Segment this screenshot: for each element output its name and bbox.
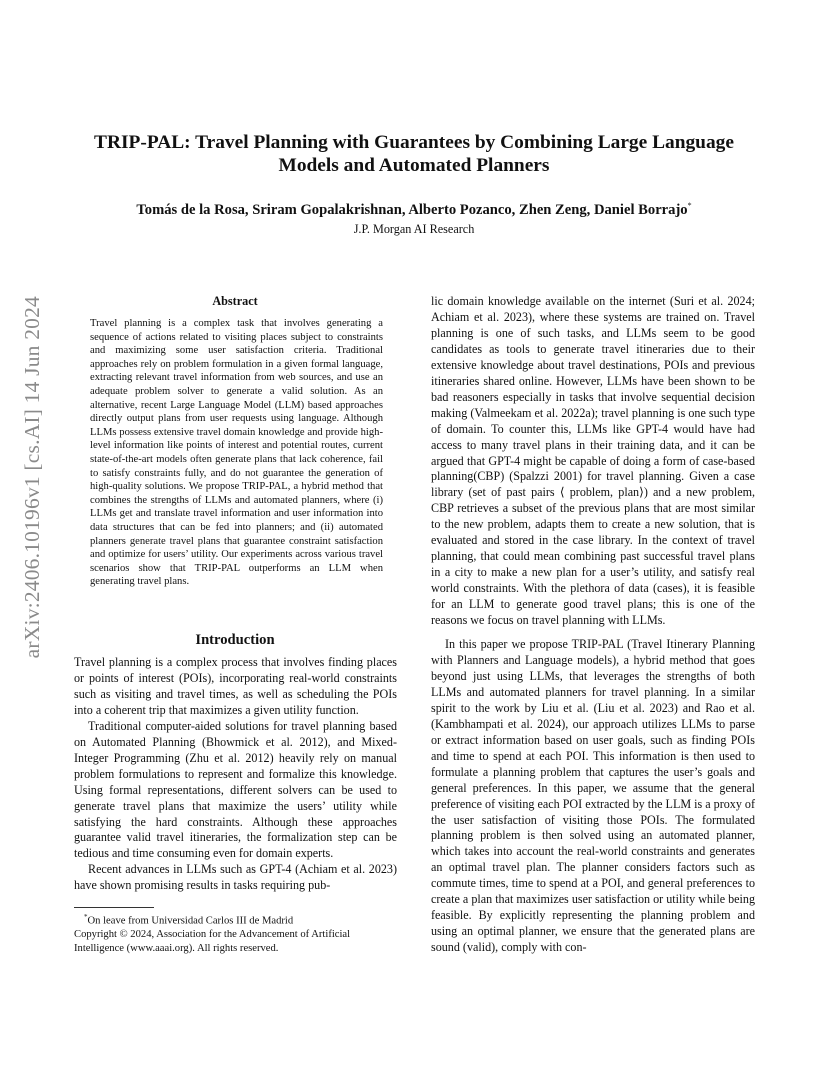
paper-title: TRIP-PAL: Travel Planning with Guarantees by Combining Large Language Models and Automated Planners bbox=[94, 132, 734, 176]
footnote-divider bbox=[74, 907, 154, 908]
paragraph: Traditional computer-aided solutions for travel planning based on Automated Planning (Bhowmick et al. 2012), and Mixed-Integer Programming (Zhu et al. 2012) heavily rely on manual problem formulations to represent and formalize this knowledge. Using formal representations, different solvers can be used to generate travel plans that maximize the users’ utility while satisfying the hard constraints. Although these approaches guarantee valid travel itineraries, the formalization step can be tedious and time consuming even for domain experts. bbox=[74, 718, 397, 861]
paragraph: In this paper we propose TRIP-PAL (Travel Itinerary Planning with Planners and Language models), a hybrid method that goes beyond just using LLMs, that leverages the strengths of both LLMs and automated planners for travel planning. In a similar spirit to the work by Liu et al. (Liu et al. 2023) and Rao et al. (Kambhampati et al. 2024), our approach utilizes LLMs to parse or extract information based on user goals, such as finding POIs and time to spend at each POI. This information is then used to formulate a planning problem that captures the user’s goals and general preferences. In this paper, we assume that the general preference of visiting each POI extracted by the LLM is a proxy of the user satisfaction of visiting those POIs. The formulated planning problem is then solved using an automated planner, which takes into account the real-world constraints and generates an optimal travel plan. The planner considers factors such as commute times, time to spend at a POI, and general preferences to create a plan that maximizes user satisfaction or utility while being feasible. By explicitly representing the planning problem and using an optimal planner, we ensure that the generated plans are sound (valid), comply with con- bbox=[431, 637, 755, 955]
abstract-heading: Abstract bbox=[212, 294, 258, 308]
paragraph: lic domain knowledge available on the internet (Suri et al. 2024; Achiam et al. 2023), where these systems are trained on. Travel planning is one of such tasks, and LLMs seem to be good candidates as tools to generate travel itineraries due to their extensive knowledge about travel destinations, POIs and previous itineraries shared online. However, LLMs have been shown to be bad reasoners especially in tasks that involve sequential decision making (Valmeekam et al. 2022a); travel planning is one such type of domain. To counter this, LLMs like GPT-4 would have had access to many travel plans in their training data, and it can be argued that GPT-4 might be capable of doing a form of case-based planning(CBP) (Spalzzi 2001) for travel planning. Given a case library (set of past pairs ⟨ problem, plan⟩) and a new problem, CBP retrieves a subset of the previous plans that are most similar to the new problem, adapts them to create a new solution, that is evaluated and stored in the case library. In the context of travel planning, that could mean combining past successful travel plans in a city to make a new plan for a user’s utility, and satisfy real world constraints. With the plethora of data (cases), it is feasible for an LLM to generate good travel plans; this is one of the reasons we focus on travel planning with LLMs. bbox=[431, 294, 755, 628]
affiliation: J.P. Morgan AI Research bbox=[353, 222, 475, 236]
abstract-text: Travel planning is a complex task that involves generating a sequence of actions related to visiting places subject to constraints and maximizing some user satisfaction criteria. Traditional approaches rely on problem formulation in a given formal language, extracting relevant travel information from web sources, and use an adequate problem solver to generate a valid solution. As an alternative, recent Large Language Model (LLM) based approaches directly output plans from user requests using language. Although LLMs possess extensive travel domain knowledge and provide high-level information like points of interest and potential routes, current state-of-the-art models often generate plans that lack coherence, fail to satisfy constraints fully, and do not guarantee the generation of high-quality solutions. We propose TRIP-PAL, a hybrid method that combines the strengths of LLMs and automated planners, where (i) LLMs get and translate travel information and user information into data structures that can be fed into planners; and (ii) automated planners generate travel plans that guarantee constraint satisfaction and optimize for users’ utility. Our experiments across various travel scenarios show that TRIP-PAL outperforms an LLM when generating travel plans. bbox=[90, 318, 383, 588]
author-list bbox=[80, 197, 748, 219]
footnote-affiliation bbox=[74, 911, 397, 928]
right-column bbox=[431, 294, 755, 956]
footnotes bbox=[74, 911, 397, 955]
paragraph: Recent advances in LLMs such as GPT-4 (Achiam et al. 2023) have shown promising results in tasks requiring pub- bbox=[74, 862, 397, 893]
footnote-mark: * bbox=[84, 913, 88, 921]
paragraph: Travel planning is a complex process that involves finding places or points of interest (POIs), incorporating real-world constraints such as visiting and travel times, as well as scheduling the POIs into a coherent trip that maximizes a given utility function. bbox=[74, 655, 397, 717]
author-names: Tomás de la Rosa, Sriram Gopalakrishnan, Alberto Pozanco, Zhen Zeng, Daniel Borrajo bbox=[136, 201, 688, 218]
author-footnote-mark: * bbox=[687, 201, 692, 210]
left-column bbox=[74, 655, 397, 894]
introduction-heading: Introduction bbox=[195, 632, 275, 648]
arxiv-identifier: arXiv:2406.10196v1 [cs.AI] 14 Jun 2024 bbox=[20, 296, 44, 659]
footnote-text: On leave from Universidad Carlos III de Madrid bbox=[87, 915, 294, 927]
copyright-notice: Copyright © 2024, Association for the Advancement of Artificial Intelligence (www.aaai.org). All rights reserved. bbox=[74, 929, 351, 954]
